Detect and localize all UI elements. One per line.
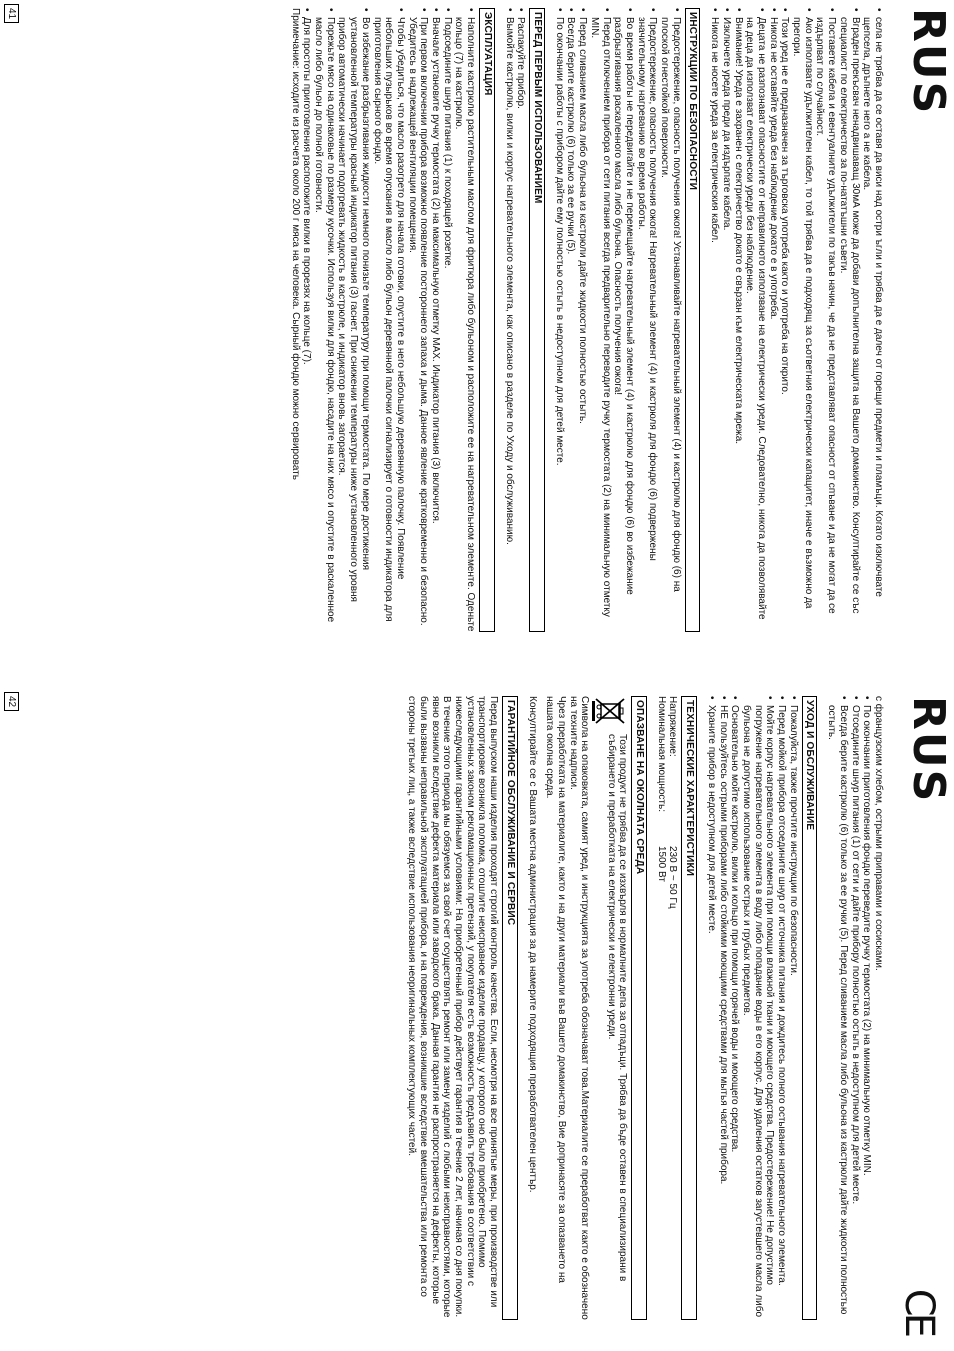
- list-item: • Децата не разпознават опасностите от неправилното използване на електрически уреди. Следователно, никога да позволявайте на деца да използват електрически уреди без наблюдение.: [744, 8, 767, 632]
- list-item: • Предостережение, опасность получения ожога! Устанавливайте нагревательный элемент (4) и кастрюлю для фондю (6) на плоской огнестойкой поверхности.: [658, 8, 681, 632]
- list-item: • При первом включении прибора возможно появление постороннего запаха и дыма. Данное явление кратковременно и безопасно. Убедитесь в надлежащей вентиляции помещения.: [406, 8, 429, 632]
- safety-list: [553, 8, 682, 632]
- spec-row: [655, 696, 667, 1320]
- list-item: • По окончании работы с прибором дайте ему полностью остыть в недоступном для детей месте.: [553, 8, 565, 632]
- list-item: • Поставете кабела и евентуалните удължители по такъв начин, че да не представляват опасност от спъване и да не могат да се издърпват по случайност.: [814, 8, 837, 632]
- intro-line: с французским хлебом, острыми приправами и сосисками.: [873, 696, 884, 971]
- spec-label: Напряжение:: [667, 696, 679, 757]
- list-item: • Вначале установите ручку термостата (2) на максимальную отметку MAX. Индикатор питания (3) включится.: [429, 8, 441, 632]
- list-item: • Всегда берите кастрюлю (6) только за ее ручки (5).: [565, 8, 577, 632]
- list-item: • Чтобы убедиться, что масло разогрето для начала готовки, опустите в него небольшую деревянную палочку. Появление небольших пузырьков во время опускания в масло либо бульон деревянной палочки сигнализирует о готовности индикатора для приготовления сырного фондю.: [371, 8, 406, 632]
- list-item: • села не трябва да се оставя да виси над остри ъгли и трябва да е далеч от горещи предмети и пламъци. Когато изключвате щепсела, дръпнете него а не кабела.: [861, 8, 884, 632]
- ce-mark-icon: CE: [896, 1288, 942, 1334]
- page-42: [0, 688, 954, 1338]
- list-item: • Подсоедините шнур питания (1) к походящей розетке.: [441, 8, 453, 632]
- list-item: • Мойте корпус нагревательного элемента при помощи влажной ткани и моющего средства. Предостережение! Не допустимо погружение нагревательного элемента в воду либо попадание воды в его корпус. Для удаления остатков загустевшего масла либо бульона не допустимо использование острых и грубых предметов.: [740, 696, 775, 1320]
- list-item: • По окончании приготовления фондю переведите ручку термостата (2) на минимальную отметку MIN.: [861, 696, 873, 1320]
- section-title-warranty: ГАРАНТИЙНОЕ ОБСЛУЖИВАНИЕ И СЕРВИС: [502, 696, 518, 1320]
- list-item: • Изключете уреда преди да издърпате кабела.: [720, 8, 732, 632]
- spec-row: [667, 696, 679, 1320]
- page-number: 42: [4, 692, 19, 711]
- list-item: • Во время работы не передвигайте и не перемещайте нагревательный элемент (4) и кастрюлю для фондю (6) во избежание разбрызгивания раскаленного масла либо бульона. Опасность получения ожога!: [612, 8, 635, 632]
- list-item: • Този уред не е предназначен за търговска употреба както и употреба на открито.: [779, 8, 791, 632]
- list-item: • Во избежание разбрызгивания жидкости немного понизьте температуру при помощи термостата. По мере достижения установленной температуры красный индикатор питания (3) гаснет. При снижении температуры ниже установленного уровня прибор автоматически начинает подогревать жидкость в кастрюле, и индикатор вновь загорается.: [336, 8, 371, 632]
- crossed-bin-icon: [592, 696, 628, 726]
- page-42-body: [24, 696, 884, 1320]
- list-item: • Перед сливанием масла либо бульона из кастрюли дайте жидкости полностью остыть.: [576, 8, 588, 632]
- operation-list: [301, 8, 477, 632]
- section-title-specs: ТЕХНИЧЕСКИЕ ХАРАКТЕРИСТИКИ: [681, 696, 697, 1320]
- language-header: RUS: [903, 696, 954, 804]
- section-title-before-use: ПЕРЕД ПЕРВЫМ ИСПОЛЬЗОВАНИЕМ: [529, 8, 545, 632]
- section-title-care: УХОД И ОБСЛУЖИВАНИЕ: [802, 696, 818, 1320]
- list-item: • Отсоедините шнур питания (1) от сети и дайте прибору полностью остыть в недоступном для детей месте.: [849, 696, 861, 1320]
- list-item: • Перед мойкой прибора отсоедините шнур от источника питания и дождитесь полного остывания нагревательного элемента.: [775, 696, 787, 1320]
- list-item: • Распакуйте прибор.: [515, 8, 527, 632]
- intro-bullet-list: [708, 8, 884, 632]
- list-item: • Вграден прекъсвач ненадвишаващ 30мА може да добави допълнителна защита на Вашето домакинство. Консултирайте се със специалист по електричество за по-нататъшни съвети.: [837, 8, 860, 632]
- list-item: • Порежьте мясо на одинаковые по размеру кусочки. Используя вилки для фондю, насадите на них мясо и опустите в раскаленное масло либо бульон до полной готовности.: [312, 8, 335, 632]
- list-item: • Предостережение, опасность получения ожога! Нагревательный элемент (4) и кастрюля для фондю (6) подвержены значительному нагреванию во время работы.: [635, 8, 658, 632]
- list-item: • Перед отключением прибора от сети питания всегда предварительно переводите ручку термостата (2) на минимальную отметку MIN.: [588, 8, 611, 632]
- list-item: • НЕ пользуйтесь острыми приборами либо стойкими моющими средствами для мытья частей прибора.: [717, 696, 729, 1320]
- list-item: • Ако използвате удължителен кабел, то той трябва да е подходящ за съответния електрически капацитет, иначе е възможно да прегори.: [790, 8, 813, 632]
- section-title-environment: ОПАЗВАНЕ НА ОКОЛНАТА СРЕДА: [631, 696, 647, 1320]
- list-item: • Для простоты приготовления расположите вилки в прорезях на кольце (7).: [301, 8, 313, 632]
- page-41-column: [289, 8, 884, 632]
- language-header: RUS: [903, 8, 954, 116]
- page-41: [0, 0, 954, 640]
- section-title-operation: ЭКСПЛУАТАЦИЯ: [479, 8, 495, 632]
- spec-value: 230 В ~ 50 Гц: [667, 846, 679, 909]
- list-item: • Основательно мойте кастрюлю, вилки и кольцо при помощи горячей воды и моющего средства.: [729, 696, 741, 1320]
- spec-value: 1500 Вт: [655, 846, 667, 882]
- list-item: • Наполните кастрюлю растительным маслом для фритюра либо бульоном и расположите ее на нагревательном элементе. Оденьте кольцо (7) на кастрюлю.: [453, 8, 476, 632]
- intro-bullet-list: [825, 696, 872, 1320]
- operation-note: Примечание: исходите из расчета около 200 г мяса на человека. Сырный фондю можно сервировать: [289, 8, 301, 480]
- care-list: [705, 696, 799, 1320]
- page-42-column: [406, 696, 885, 1320]
- before-use-list: [503, 8, 526, 632]
- environment-paragraph: Символа на опаковката, самият уред, и инструкцията за употреба обозначават това.Материалите се преработват както е обозначено на техните надписи.: [567, 696, 591, 1320]
- section-title-safety: ИНСТРУКЦИИ ПО БЕЗОПАСНОСТИ: [685, 8, 701, 632]
- list-item: • Пожалуйста, также прочтите инструкции по безопасности.: [787, 696, 799, 1320]
- spec-label: Номинальная мощность:: [655, 696, 667, 812]
- warranty-text: Перед выпуском наши изделия проходят строгий контроль качества. Если, несмотря на все принятые меры, при производстве или транспортировке возникла поломка, отошлите неисправное изделие продавцу, у которого оно было приобретено. Помимо установленных законом рекламационных претензий, у покупателя есть возможность предъявить требования в соответствии с нижеследующими гарантийными условиями: На приобретенный прибор действует гарантия в течение 2 лет, начиная со дня покупки. В течение этого периода мы обязуемся за свой счет осуществлять ремонт или замену изделий с любыми неисправностями, которые явно возникли вследствие дефекта материала или заводского брака. Данная гарантия не распространяется на дефекты, которые были вызваны неправильной эксплуатацией прибора, и на повреждения, возникшие вследствие вмешательства или ремонта со стороны третьих лиц, а также вследствие использования неоригинальных комплектующих частей.: [406, 696, 500, 1318]
- page-number: 41: [4, 4, 19, 23]
- list-item: • Храните прибор в недоступном для детей месте.: [705, 696, 717, 1320]
- list-item: • Внимание! Уреда е захранен с електричество докато е свързан към електрическата мрежа.: [732, 8, 744, 632]
- environment-paragraph: Чрез преработката на материалите, както и на други материали във Вашето домакинство, Вие допринасяте за опазването на нашата околна среда.: [544, 696, 567, 1283]
- list-item: • Никога не оставяйте уреда без наблюдение докато е в употреба.: [767, 8, 779, 632]
- list-item: • Всегда берите кастрюлю (6) только за ее ручки (5). Перед сливанием масла либо бульона из кастрюли дайте жидкости полностью остыть.: [825, 696, 848, 1320]
- weee-text: Този продукт не трябва да се изхвърля в нормалните депа за отпадъци. Трябва да бъде оставен в специализирани в събирането и преработката на електрически и електронни уреди.: [605, 734, 629, 1282]
- environment-paragraph: Консултирайте се с Вашата местна администрация за да намерите подходящия преработвателен център.: [526, 696, 538, 1193]
- weee-notice: [592, 696, 628, 1320]
- list-item: • Вымойте кастрюлю, вилки и корпус нагревательного элемента, как описано в разделе по Уходу и обслуживанию.: [503, 8, 515, 632]
- list-item: • Никога не носете уреда за електрическия кабел.: [708, 8, 720, 632]
- page-41-body: [24, 8, 884, 632]
